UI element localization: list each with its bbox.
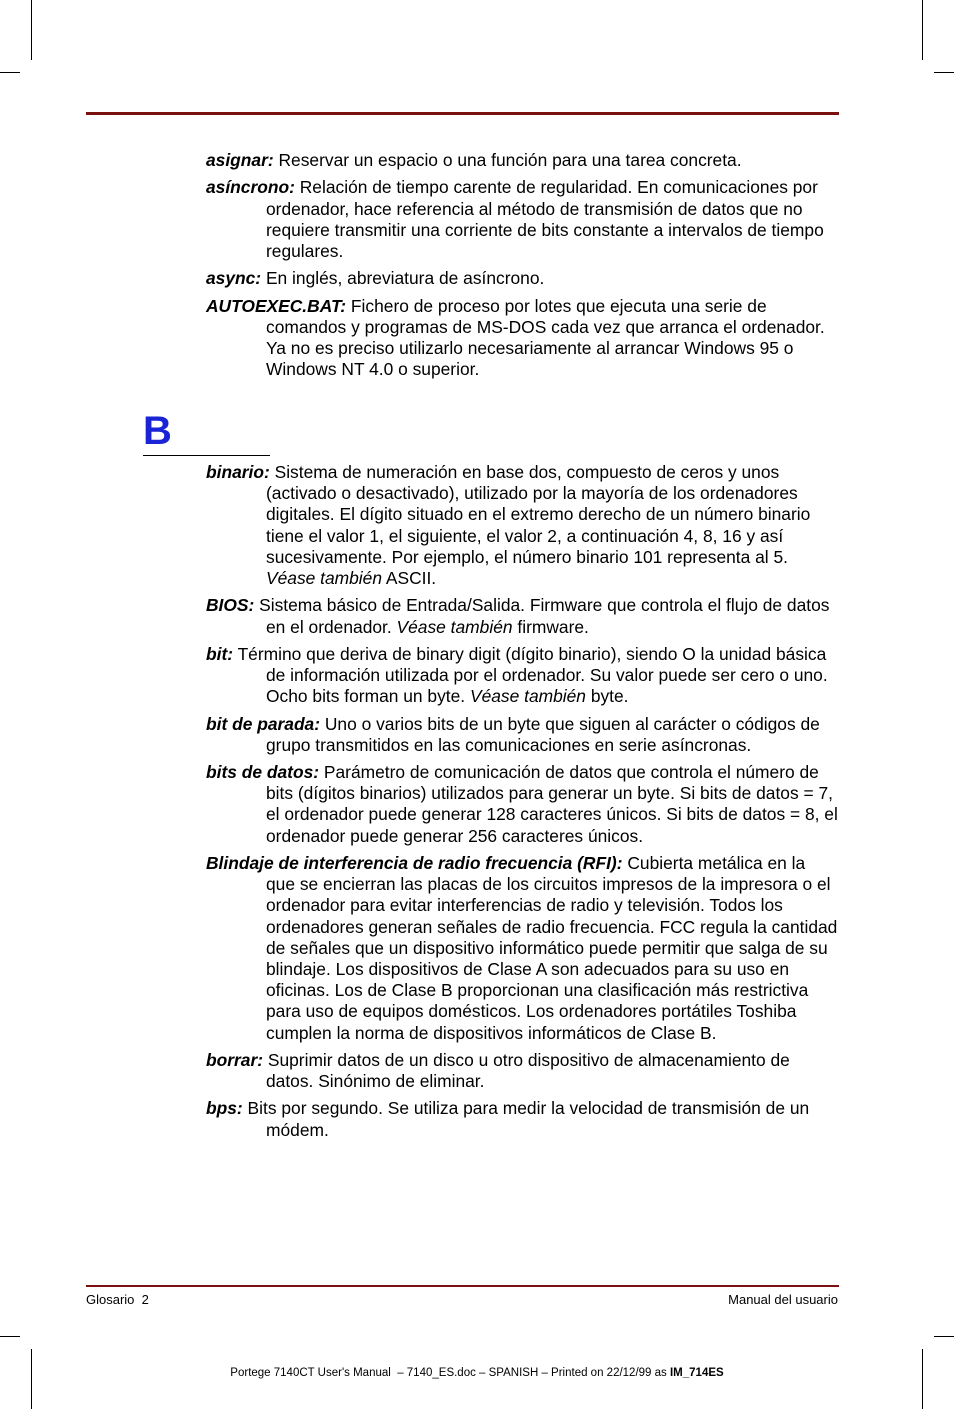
section-divider [143,455,270,456]
glossary-term: async: [206,268,262,289]
glossary-definition: Uno o varios bits de un byte que siguen al carácter o códigos de grupo transmitidos en las comunicaciones en serie asíncronas. [266,713,820,755]
glossary-entry [206,268,838,289]
glossary-term: asignar: [206,150,274,170]
see-also-target: firmware. [512,616,589,637]
glossary-term: asíncrono: [206,177,295,198]
glossary-term: bit: [206,643,234,664]
crop-mark [934,1336,954,1337]
glossary-definition: Reservar un espacio o una función para una tarea concreta. [273,150,742,170]
crop-mark [31,0,32,60]
glossary-entry [206,296,838,381]
glossary-definition: Sistema básico de Entrada/Salida. Firmware que controla el flujo de datos en el ordenador. [254,595,830,637]
glossary-term: BIOS: [206,595,255,616]
footer-page-label: Glosario 2 [86,1292,149,1307]
crop-mark [934,72,954,73]
glossary-definition: En inglés, abreviatura de asíncrono. [261,268,545,289]
glossary-definition: Relación de tiempo carente de regularidad. En comunicaciones por ordenador, hace referencia al método de transmisión de datos que no requiere transmitir una corriente de bits constante a intervalos de tiempo regulares. [266,177,824,261]
crop-mark [922,0,923,60]
glossary-entry [206,150,838,171]
see-also-label: Véase también [396,616,513,637]
glossary-definition: Bits por segundo. Se utiliza para medir la velocidad de transmisión de un módem. [242,1098,810,1140]
header-rule [86,112,839,115]
see-also-label: Véase también [266,568,383,589]
glossary-term: bit de parada: [206,713,321,734]
footer-manual-title: Manual del usuario [728,1292,838,1307]
glossary-term: binario: [206,462,270,482]
print-info-line [0,1366,954,1380]
glossary-term: AUTOEXEC.BAT: [206,295,347,316]
footer-rule [86,1285,839,1287]
print-info-code: IM_714ES [669,1367,724,1379]
glossary-entry [206,714,838,756]
see-also-target: ASCII. [382,568,437,589]
glossary-entry [206,462,838,589]
section-letter-heading: B [143,409,172,453]
glossary-definition: Parámetro de comunicación de datos que controla el número de bits (dígitos binarios) utilizados para generar un byte. Si bits de datos = 7, el ordenador puede generar 128 caracteres únicos. Si bits de datos = 8, el ordenador puede generar 256 caracteres únicos. [266,762,838,846]
glossary-definition: Fichero de proceso por lotes que ejecuta una serie de comandos y programas de MS-DOS cada vez que arranca el ordenador. Ya no es preciso utilizarlo necesariamente al arrancar Windows 95 o Windows NT 4.0 o superior. [266,295,825,380]
glossary-entry [206,1098,838,1140]
glossary-definition: Término que deriva de binary digit (dígito binario), siendo O la unidad básica de información utilizada por el ordenador. Su valor puede ser cero o uno. Ocho bits forman un byte. [233,643,828,707]
glossary-term: borrar: [206,1049,264,1070]
glossary-term: bps: [206,1098,243,1119]
crop-mark [0,1336,20,1337]
print-info-text: Portege 7140CT User's Manual – 7140_ES.doc – SPANISH – Printed on 22/12/99 as [230,1367,670,1379]
glossary-definition: Suprimir datos de un disco u otro dispositivo de almacenamiento de datos. Sinónimo de eliminar. [263,1049,790,1092]
glossary-entry [206,1050,838,1092]
glossary-definition: Sistema de numeración en base dos, compuesto de ceros y unos (activado o desactivado), utilizado por la mayoría de los ordenadores digitales. El dígito situado en el extremo derecho de un número binario tiene el valor 1, el siguiente, el valor 2, a continuación 4, 8, 16 y así sucesivamente. Por ejemplo, el número binario 101 representa al 5. [266,462,811,567]
glossary-definition: Cubierta metálica en la que se encierran las placas de los circuitos impresos de la impresora o el ordenador para evitar interferencias de radio y televisión. Todos los ordenadores generan señales de radio frecuencia. FCC regula la cantidad de señales que un dispositivo informático puede permitir que salga de su blindaje. Los dispositivos de Clase A son adecuados para su uso en oficinas. Los de Clase B proporcionan una clasificación más restrictiva para uso de equipos domésticos. Los ordenadores portátiles Toshiba cumplen la norma de dispositivos informáticos de Clase B. [266,852,838,1043]
see-also-target: byte. [585,686,629,707]
glossary-section-a [206,150,838,386]
see-also-label: Véase también [469,686,586,707]
glossary-entry [206,177,838,262]
glossary-section-b [206,462,838,1147]
glossary-term: Blindaje de interferencia de radio frecuencia (RFI): [206,852,623,873]
glossary-entry [206,595,838,637]
crop-mark [0,72,20,73]
glossary-term: bits de datos: [206,762,320,783]
glossary-entry [206,762,838,847]
glossary-entry [206,853,838,1044]
glossary-entry [206,644,838,708]
